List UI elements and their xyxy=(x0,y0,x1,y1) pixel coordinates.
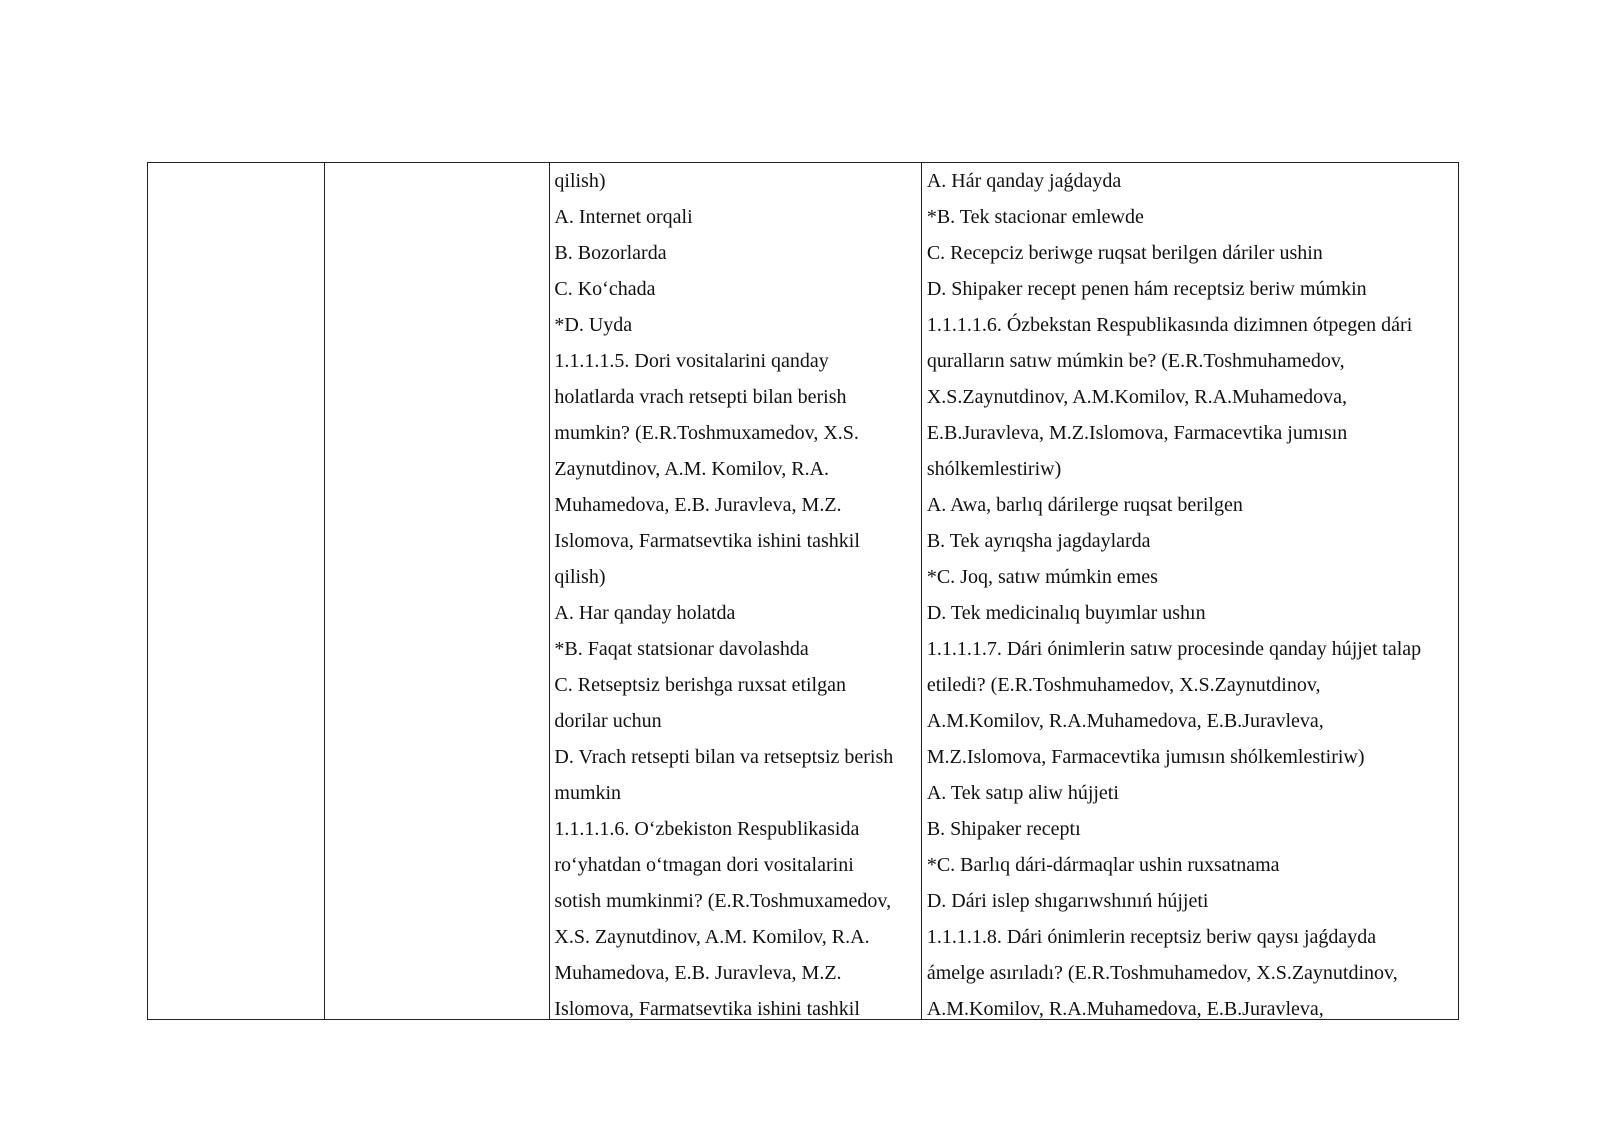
uzbek-questions-column xyxy=(549,163,920,1019)
text-line: D. Vrach retsepti bilan va retseptsiz berish xyxy=(554,746,894,768)
text-line: B. Bozorlarda xyxy=(554,242,667,264)
text-line: sotish mumkinmi? (E.R.Toshmuxamedov, xyxy=(554,890,892,912)
text-line: 1.1.1.1.6. O‘zbekiston Respublikasida xyxy=(554,818,860,840)
text-line: Muhamedova, E.B. Juravleva, M.Z. xyxy=(554,962,842,984)
text-line: C. Retseptsiz berishga ruxsat etilgan xyxy=(554,674,846,696)
uzbek-text-lines xyxy=(550,163,920,1019)
text-line: *C. Joq, satıw múmkin emes xyxy=(926,566,1158,588)
text-line: Islomova, Farmatsevtika ishini tashkil xyxy=(554,998,860,1019)
text-line: X.S.Zaynutdinov, A.M.Komilov, R.A.Muhamedova, xyxy=(926,386,1347,408)
text-line: Zaynutdinov, A.M. Komilov, R.A. xyxy=(554,458,830,480)
text-line: 1.1.1.1.6. Ózbekstan Respublikasında dizimnen ótpegen dári xyxy=(926,314,1413,336)
text-line: ámelge asırıladı? (E.R.Toshmuhamedov, X.S.Zaynutdinov, xyxy=(926,962,1398,984)
table-column-1 xyxy=(148,163,324,1019)
text-line: 1.1.1.1.8. Dári ónimlerin receptsiz beriw qaysı jaǵdayda xyxy=(926,926,1377,948)
text-line: mumkin xyxy=(554,782,622,804)
karakalpak-questions-column xyxy=(921,163,1458,1019)
text-line: *B. Faqat statsionar davolashda xyxy=(554,638,809,660)
karakalpak-text-lines xyxy=(922,163,1458,1019)
text-line: etiledi? (E.R.Toshmuhamedov, X.S.Zaynutdinov, xyxy=(926,674,1321,696)
text-line: *D. Uyda xyxy=(554,314,633,336)
text-line: ro‘yhatdan o‘tmagan dori vositalarini xyxy=(554,854,854,876)
text-line: M.Z.Islomova, Farmacevtika jumısın shólkemlestiriw) xyxy=(926,746,1365,768)
text-line: shólkemlestiriw) xyxy=(926,458,1062,480)
text-line: 1.1.1.1.5. Dori vositalarini qanday xyxy=(554,350,829,372)
text-line: C. Ko‘chada xyxy=(554,278,656,300)
text-line: *C. Barlıq dári-dármaqlar ushin ruxsatnama xyxy=(926,854,1280,876)
text-line: D. Dári islep shıgarıwshınıń hújjeti xyxy=(926,890,1209,912)
text-line: A. Internet orqali xyxy=(554,206,693,228)
text-line: qilish) xyxy=(554,170,606,192)
text-line: *B. Tek stacionar emlewde xyxy=(926,206,1144,228)
text-line: holatlarda vrach retsepti bilan berish xyxy=(554,386,847,408)
table-column-2 xyxy=(324,163,550,1019)
text-line: Muhamedova, E.B. Juravleva, M.Z. xyxy=(554,494,842,516)
text-line: D. Tek medicinalıq buyımlar ushın xyxy=(926,602,1206,624)
text-line: mumkin? (E.R.Toshmuxamedov, X.S. xyxy=(554,422,859,444)
text-line: A. Tek satıp aliw hújjeti xyxy=(926,782,1119,804)
text-line: A.M.Komilov, R.A.Muhamedova, E.B.Juravleva, xyxy=(926,998,1324,1019)
text-line: dorilar uchun xyxy=(554,710,662,732)
text-line: A.M.Komilov, R.A.Muhamedova, E.B.Juravleva, xyxy=(926,710,1324,732)
text-line: B. Tek ayrıqsha jagdaylarda xyxy=(926,530,1151,552)
text-line: A. Hár qanday jaǵdayda xyxy=(926,170,1122,192)
text-line: Islomova, Farmatsevtika ishini tashkil xyxy=(554,530,860,552)
text-line: 1.1.1.1.7. Dári ónimlerin satıw procesinde qanday hújjet talap xyxy=(926,638,1422,660)
text-line: D. Shipaker recept penen hám receptsiz beriw múmkin xyxy=(926,278,1367,300)
question-table xyxy=(147,162,1459,1020)
text-line: X.S. Zaynutdinov, A.M. Komilov, R.A. xyxy=(554,926,870,948)
text-line: E.B.Juravleva, M.Z.Islomova, Farmacevtika jumısın xyxy=(926,422,1348,444)
text-line: quralların satıw múmkin be? (E.R.Toshmuhamedov, xyxy=(926,350,1345,372)
text-line: C. Recepciz beriwge ruqsat berilgen dáriler ushin xyxy=(926,242,1323,264)
text-line: qilish) xyxy=(554,566,606,588)
text-line: A. Har qanday holatda xyxy=(554,602,736,624)
text-line: A. Awa, barlıq dárilerge ruqsat berilgen xyxy=(926,494,1243,516)
text-line: B. Shipaker receptı xyxy=(926,818,1081,840)
